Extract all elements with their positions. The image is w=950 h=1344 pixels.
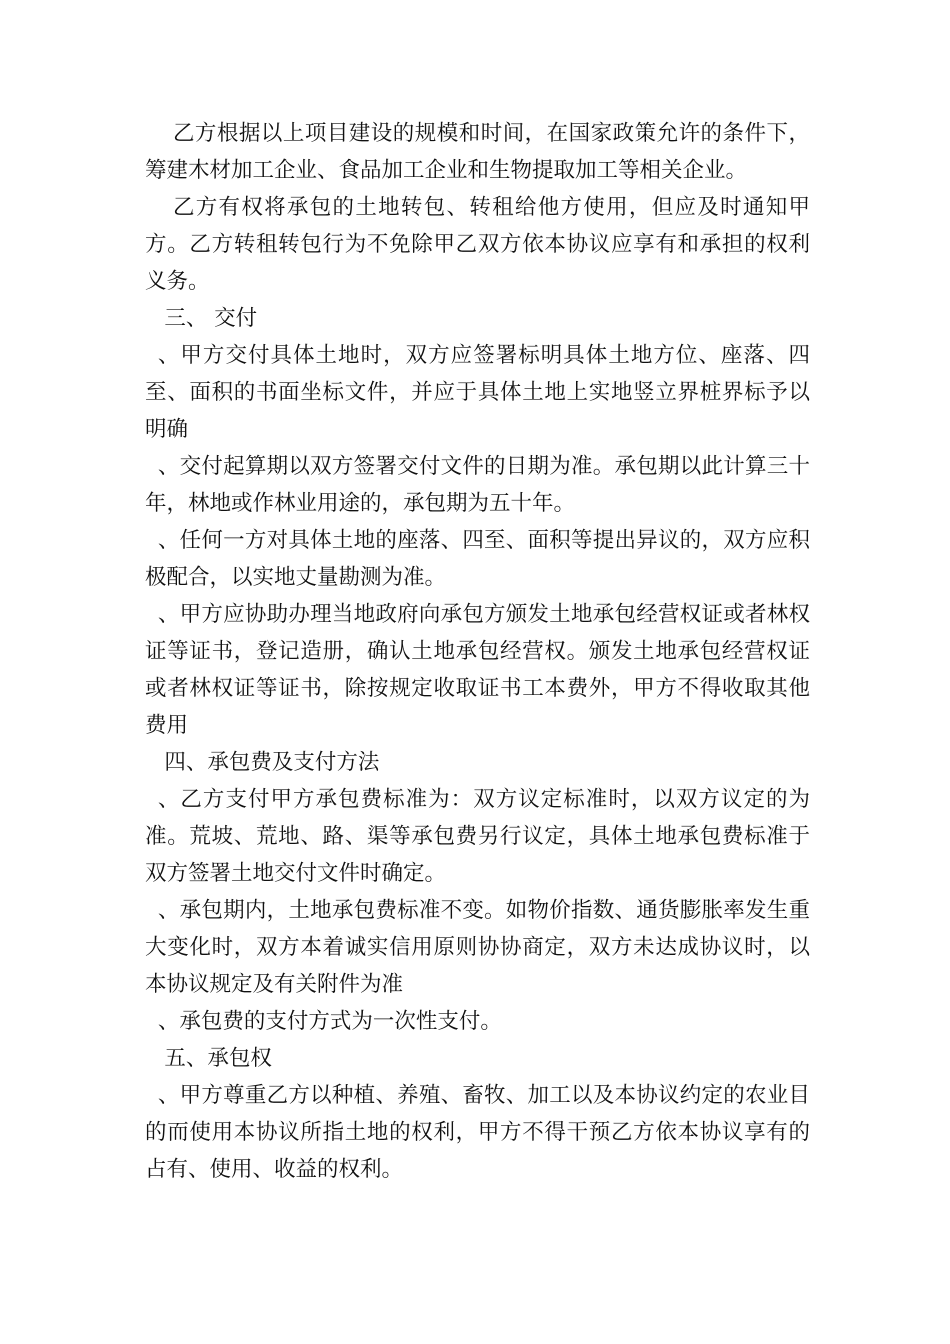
document-page (145, 115, 810, 1188)
paragraph-use-rights: 、甲方尊重乙方以种植、养殖、畜牧、加工以及本协议约定的农业目的而使用本协议所指土地的权利，甲方不得干预乙方依本协议享有的占有、使用、收益的权利。 (145, 1083, 810, 1182)
paragraph-fee-standard: 、乙方支付甲方承包费标准为：双方议定标准时，以双方议定的为准。荒坡、荒地、路、渠等承包费另行议定，具体土地承包费标准于双方签署土地交付文件时确定。 (145, 787, 810, 886)
paragraph-fee-unchanged: 、承包期内，土地承包费标准不变。如物价指数、通货膨胀率发生重大变化时，双方本着诚实信用原则协协商定，双方未达成协议时，以本协议规定及有关附件为准 (145, 898, 810, 997)
paragraph-enterprise-construction: 乙方根据以上项目建设的规模和时间，在国家政策允许的条件下，筹建木材加工企业、食品加工企业和生物提取加工等相关企业。 (145, 121, 810, 183)
paragraph-delivery-documents: 、甲方交付具体土地时，双方应签署标明具体土地方位、座落、四至、面积的书面坐标文件，并应于具体土地上实地竖立界桩界标予以明确 (145, 343, 810, 442)
section-heading-delivery: 三、 交付 (164, 306, 258, 331)
paragraph-payment-method: 、承包费的支付方式为一次性支付。 (157, 1009, 502, 1034)
paragraph-contract-term: 、交付起算期以双方签署交付文件的日期为准。承包期以此计算三十年，林地或作林业用途的，承包期为五十年。 (145, 454, 810, 516)
section-heading-fees: 四、承包费及支付方法 (164, 750, 380, 775)
section-heading-contract-rights: 五、承包权 (164, 1046, 272, 1071)
paragraph-certificate: 、甲方应协助办理当地政府向承包方颁发土地承包经营权证或者林权证等证书，登记造册，确认土地承包经营权。颁发土地承包经营权证或者林权证等证书，除按规定收取证书工本费外，甲方不得收取其他费用 (145, 602, 810, 738)
paragraph-dispute-survey: 、任何一方对具体土地的座落、四至、面积等提出异议的，双方应积极配合，以实地丈量勘测为准。 (145, 528, 810, 590)
paragraph-subcontract-rights: 乙方有权将承包的土地转包、转租给他方使用，但应及时通知甲方。乙方转租转包行为不免除甲乙双方依本协议应享有和承担的权利义务。 (145, 195, 810, 294)
